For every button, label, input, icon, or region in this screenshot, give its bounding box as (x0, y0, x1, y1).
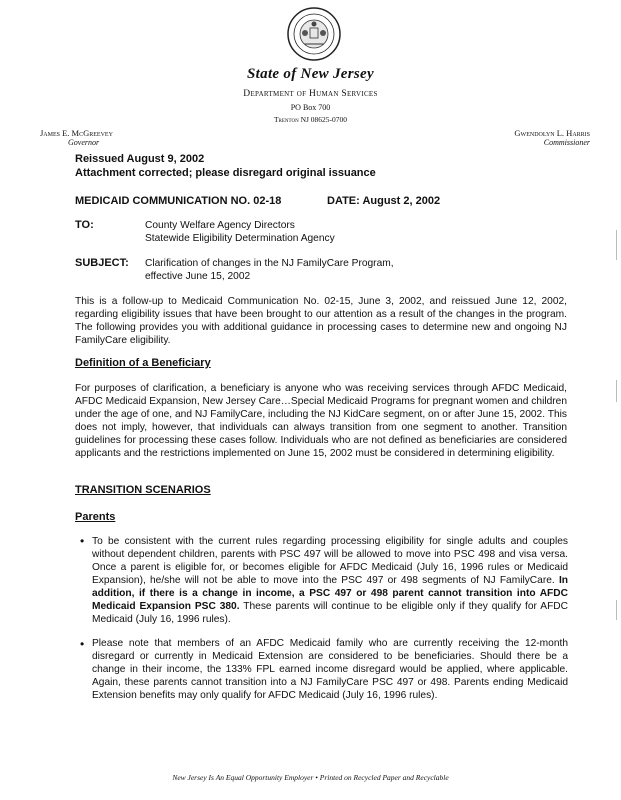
bullet-parents-transition (92, 535, 568, 626)
letterhead-state-name: State of New Jersey (247, 66, 374, 82)
bullet1-text-a: To be consistent with the current rules regarding processing eligibility for single adults and couples without dependent children, parents with PSC 497 will be allowed to move into PSC 498 and visa versa. Once a parent is eligible for, or becomes eligible for AFDC Medicaid (July 16, 1996 rules or Medicaid Expansion), he/she will not be able to move into the PSC 497 or 498 segments of NJ FamilyCare. (92, 536, 568, 586)
scan-margin-mark (616, 600, 617, 620)
bullet-afdc-beneficiaries: Please note that members of an AFDC Medicaid family who are currently receiving the 12-month disregard or currently in Medicaid Extension are considered to be beneficiaries. Should there be a change in their income, the 133% FPL earned income disregard would be applied, where applicable. Again, these parents cannot transition into a NJ FamilyCare PSC 497 or 498. Parents ending Medicaid Extension benefits may only qualify for AFDC Medicaid (July 16, 1996 rules). (92, 638, 568, 701)
subject-line-2: effective June 15, 2002 (145, 271, 251, 282)
letterhead-po-box: PO Box 700 (290, 103, 331, 112)
scan-margin-mark (616, 380, 617, 402)
governor-title: Governor (68, 138, 100, 147)
commissioner-name: Gwendolyn L. Harris (514, 128, 590, 138)
nj-state-seal-icon (286, 6, 342, 62)
communication-date: DATE: August 2, 2002 (327, 195, 441, 207)
subject-line-1: Clarification of changes in the NJ FamilyCare Program, (145, 258, 394, 269)
transition-heading: TRANSITION SCENARIOS (75, 484, 211, 496)
intro-paragraph: This is a follow-up to Medicaid Communication No. 02-15, June 3, 2002, and reissued June 12, 2002, regarding eligibility issues that have been brought to our attention as a result of the changes in the program. The following provides you with additional guidance in processing cases to determine new and ongoing NJ FamilyCare eligibility. (75, 296, 567, 346)
to-recipient-1: County Welfare Agency Directors (145, 220, 295, 231)
to-recipient-2: Statewide Eligibility Determination Agency (145, 233, 335, 244)
commissioner-title: Commissioner (543, 138, 590, 147)
bullet1-bold-text: In addition, if there is a change in income, a PSC 497 or 498 parent cannot transition into AFDC Medicaid Expansion PSC 380. (92, 575, 568, 612)
bullet1-text-b: These parents will continue to be eligible only if they qualify for AFDC Medicaid (July 16, 1996 rules). (92, 601, 569, 625)
scan-margin-mark (616, 230, 617, 260)
bullet-marker: • (80, 637, 85, 651)
page-footer: New Jersey Is An Equal Opportunity Employer • Printed on Recycled Paper and Recyclable (172, 773, 449, 782)
letterhead-city: Trenton NJ 08625-0700 (273, 115, 348, 124)
letterhead-department: Department of Human Services (243, 89, 378, 99)
communication-number: MEDICAID COMMUNICATION NO. 02-18 (75, 195, 282, 207)
parents-heading: Parents (75, 511, 116, 523)
governor-name: James E. McGreevey (40, 128, 113, 138)
definition-paragraph: For purposes of clarification, a beneficiary is anyone who was receiving services through AFDC Medicaid, AFDC Medicaid Expansion, New Jersey Care…Special Medicaid Programs for pregnant women and children under the age of one, and NJ FamilyCare, including the NJ KidCare segment, on or after June 15, 2002. This does not imply, however, that individuals can always transition from one segment to another. Transition guidelines for processing these cases follow. Individuals who are not defined as beneficiaries are considered applicants and the restrictions implemented on June 15, 2002 must be considered in determining eligibility. (75, 383, 567, 459)
to-label: TO: (75, 219, 94, 231)
bullet-marker: • (80, 534, 85, 548)
reissued-notice: Reissued August 9, 2002 (75, 153, 205, 165)
correction-notice: Attachment corrected; please disregard original issuance (75, 167, 376, 179)
subject-label: SUBJECT: (75, 257, 129, 269)
definition-heading: Definition of a Beneficiary (75, 357, 211, 369)
